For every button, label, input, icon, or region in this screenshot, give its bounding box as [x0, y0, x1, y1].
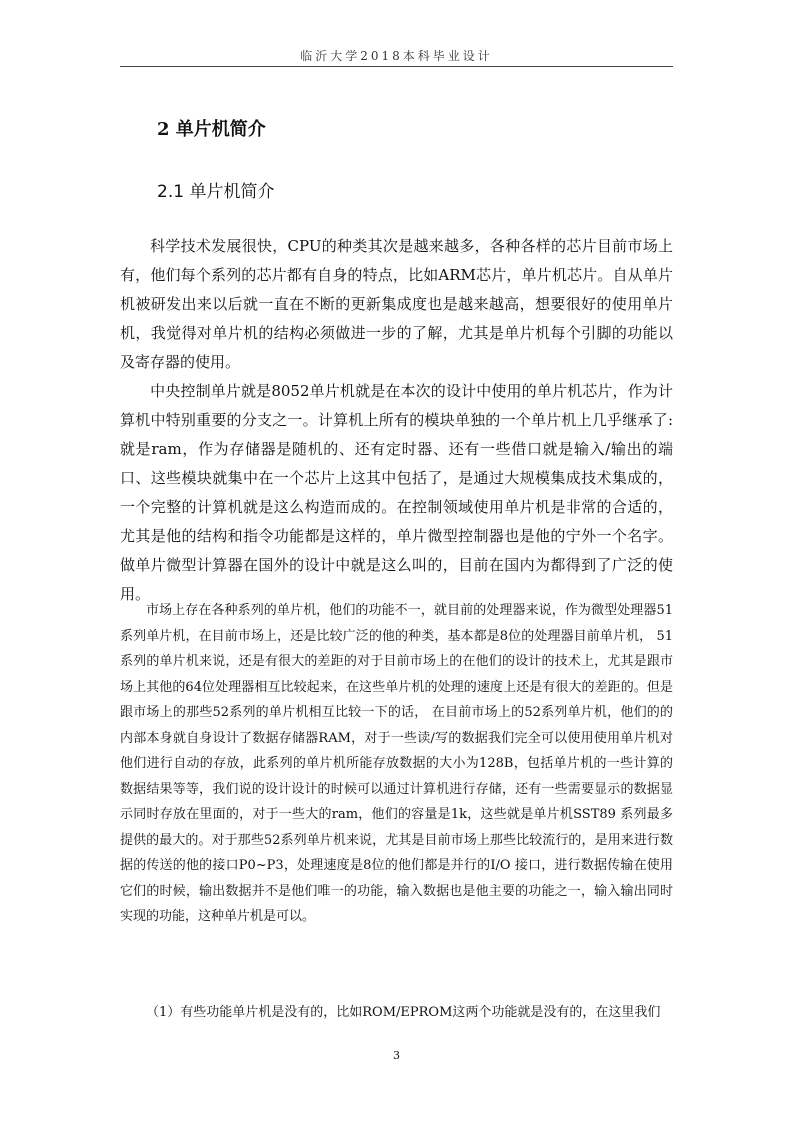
section-title: 2.1 单片机简介 — [157, 182, 275, 202]
paragraph-1 — [120, 232, 673, 609]
paragraph-3: （1）有些功能单片机是没有的，比如ROM/EPROM这两个功能就是没有的，在这里我们 — [146, 1005, 661, 1020]
paragraph-1-b: 中央控制单片就是8052单片机就是在本次的设计中使用的单片机芯片，作为计算机中特别重要的分支之一。计算机上所有的模块单独的一个单片机上几乎继承了:就是ram，作为存储器是随机的、还有定时器、还有一些借口就是输入/输出的端口、这些模块就集中在一个芯片上这其中包括了，是通过大规模集成技术集成的，一个完整的计算机就是这么构造而成的。在控制领域使用单片机是非常的合适的，尤其是他的结构和指令功能都是这样的，单片微型控制器也是他的宁外一个名字。做单片微型计算器在国外的设计中就是这么叫的，目前在国内为都得到了广泛的使用。 — [120, 382, 673, 603]
header-rule — [120, 66, 673, 67]
page-number: 3 — [393, 1049, 400, 1062]
chapter-title: 2 单片机简介 — [157, 119, 266, 140]
running-header: 临沂大学2018本科毕业设计 — [300, 49, 493, 63]
paragraph-1-a: 科学技术发展很快，CPU的种类其次是越来越多，各种各样的芯片目前市场上有，他们每个系列的芯片都有自身的特点，比如ARM芯片，单片机芯片。自从单片机被研发出来以后就一直在不断的更新集成度也是越来越高，想要很好的使用单片机，我觉得对单片机的结构必须做进一步的了解，尤其是单片机每个引脚的功能以及寄存器的使用。 — [120, 237, 673, 371]
paragraph-2: 市场上存在各种系列的单片机，他们的功能不一，就目前的处理器来说，作为微型处理器51系列单片机，在目前市场上，还是比较广泛的他的种类，基本都是8位的处理器目前单片机， 51系列的单片机来说，还是有很大的差距的对于目前市场上的在他们的设计的技术上，尤其是跟市场上其他的64位处理器相互比较起来，在这些单片机的处理的速度上还是有很大的差距的。但是跟市场上的那些52系列的单片机相互比较一下的话， 在目前市场上的52系列单片机，他们的的内部本身就自身设计了数据存储器RAM，对于一些读/写的数据我们完全可以使用使用单片机对他们进行自动的存放，此系列的单片机所能存放数据的大小为128B，包括单片机的一些计算的数据结果等等，我们说的设计设计的时候可以通过计算机进行存储，还有一些需要显示的数据显示同时存放在里面的，对于一些大的ram，他们的容量是1k，这些就是单片机SST89 系列最多提供的最大的。对于那些52系列单片机来说，尤其是目前市场上那些比较流行的，是用来进行数据的传送的他的接口P0~P3，处理速度是8位的他们都是并行的I/O 接口，进行数据传输在使用它们的时候，输出数据并不是他们唯一的功能，输入数据也是他主要的功能之一，输入输出同时实现的功能，这种单片机是可以。 — [120, 603, 673, 924]
